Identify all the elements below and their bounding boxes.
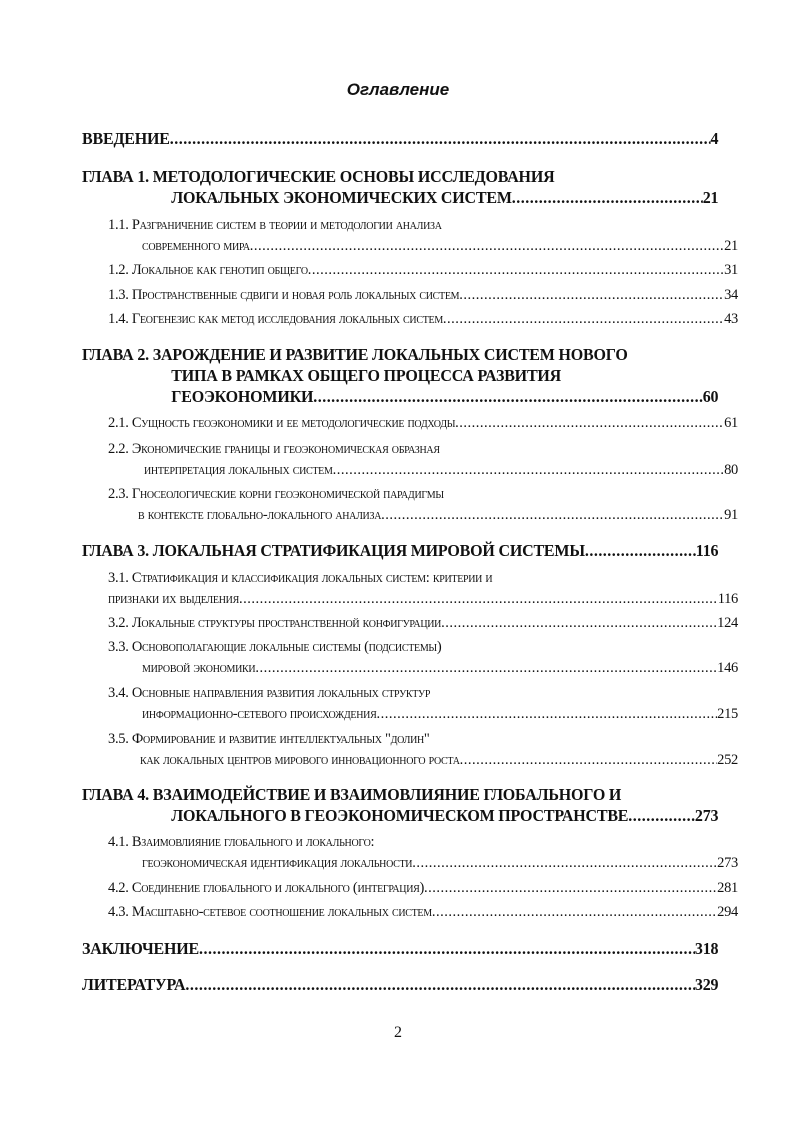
entry-title-line: 2.3. Гносеологические корни геоэкономической парадигмы — [108, 486, 444, 502]
dot-leader — [239, 589, 718, 610]
dot-leader — [376, 704, 717, 725]
page-ref: 215 — [717, 706, 738, 722]
entry-title-line: 1.1. Разграничение систем в теории и методологии анализа — [108, 217, 442, 233]
entry-title-line: 3.2. Локальные структуры пространственной конфигурации — [108, 615, 442, 631]
dot-leader — [455, 413, 724, 434]
entry-title-line: 4.3. Масштабно-сетевое соотношение локальных систем — [108, 904, 432, 920]
toc-section-entry[interactable] — [82, 613, 738, 634]
dot-leader — [170, 128, 711, 149]
entry-title-line: ГЛАВА 2. ЗАРОЖДЕНИЕ И РАЗВИТИЕ ЛОКАЛЬНЫХ СИСТЕМ НОВОГО — [82, 345, 628, 364]
dot-leader — [441, 613, 717, 634]
entry-title-line: как локальных центров мирового инновационного роста — [140, 752, 460, 768]
toc-section-entry[interactable] — [82, 413, 738, 434]
entry-title-line: в контексте глобально-локального анализа — [138, 507, 382, 523]
dot-leader — [255, 658, 717, 679]
dot-leader — [585, 540, 696, 561]
entry-title-line: 2.1. Сущность геоэкономики и ее методологические подходы — [108, 415, 456, 431]
page-ref: 80 — [724, 462, 738, 478]
toc-section-entry[interactable] — [82, 683, 738, 725]
toc-section-entry[interactable] — [82, 260, 738, 281]
dot-leader — [333, 460, 725, 481]
entry-title-line: 1.3. Пространственные сдвиги и новая роль локальных систем — [108, 287, 460, 303]
page-ref: 4 — [710, 129, 719, 148]
entry-title-line: ЛОКАЛЬНОГО В ГЕОЭКОНОМИЧЕСКОМ ПРОСТРАНСТВЕ — [171, 806, 629, 825]
dot-leader — [313, 386, 702, 407]
entry-title-line: ГЕОЭКОНОМИКИ — [171, 387, 314, 406]
entry-title-line: признаки их выделения — [108, 591, 239, 607]
page-ref: 21 — [724, 238, 738, 254]
page-ref: 116 — [695, 541, 719, 560]
toc-chapter-entry[interactable] — [82, 784, 718, 826]
entry-title-line: 1.2. Локальное как генотип общего — [108, 262, 308, 278]
dot-leader — [459, 285, 724, 306]
entry-title-line: 3.5. Формирование и развитие интеллектуальных "долин" — [108, 731, 430, 747]
entry-title-line: ГЛАВА 4. ВЗАИМОДЕЙСТВИЕ И ВЗАИМОВЛИЯНИЕ ГЛОБАЛЬНОГО И — [82, 785, 622, 804]
page-ref: 43 — [724, 311, 738, 327]
page-ref: 61 — [724, 415, 738, 431]
dot-leader — [424, 878, 717, 899]
dot-leader — [443, 309, 724, 330]
page-ref: 294 — [717, 904, 738, 920]
entry-title-line: ТИПА В РАМКАХ ОБЩЕГО ПРОЦЕССА РАЗВИТИЯ — [171, 366, 562, 385]
toc-section-entry[interactable] — [82, 729, 738, 771]
dot-leader — [412, 853, 717, 874]
toc-section-entry[interactable] — [82, 832, 738, 874]
entry-title-line: ВВЕДЕНИЕ — [82, 129, 170, 148]
dot-leader — [432, 902, 717, 923]
toc-section-entry[interactable] — [82, 878, 738, 899]
entry-title-line: интерпретация локальных систем — [144, 462, 333, 478]
entry-title-line: 3.4. Основные направления развития локальных структур — [108, 685, 431, 701]
toc-section-entry[interactable] — [82, 309, 738, 330]
toc-section-entry[interactable] — [82, 568, 738, 610]
toc-section-entry[interactable] — [82, 439, 738, 481]
page-ref: 34 — [724, 287, 738, 303]
entry-title-line: современного мира — [142, 238, 250, 254]
page-ref: 273 — [694, 806, 719, 825]
page-ref: 31 — [724, 262, 738, 278]
toc-section-entry[interactable] — [82, 215, 738, 257]
dot-leader — [308, 260, 724, 281]
page-ref: 146 — [717, 660, 738, 676]
page-ref: 60 — [702, 387, 719, 406]
toc-chapter-entry[interactable] — [82, 166, 718, 208]
entry-title-line: 3.3. Основополагающие локальные системы (подсистемы) — [108, 639, 442, 655]
page-ref: 116 — [717, 591, 738, 607]
entry-title-line: ГЛАВА 1. МЕТОДОЛОГИЧЕСКИЕ ОСНОВЫ ИССЛЕДОВАНИЯ — [82, 167, 555, 186]
toc-section-entry[interactable] — [82, 285, 738, 306]
entry-title-line: 4.2. Соединение глобального и локального (интеграция) — [108, 880, 425, 896]
page-ref: 21 — [702, 188, 719, 207]
entry-title-line: 1.4. Геогенезис как метод исследования локальных систем — [108, 311, 443, 327]
toc-chapter-entry[interactable] — [82, 974, 718, 995]
entry-title-line: ЛОКАЛЬНЫХ ЭКОНОМИЧЕСКИХ СИСТЕМ — [171, 188, 512, 207]
entry-title-line: геоэкономическая идентификация локальности — [142, 855, 413, 871]
page-ref: 91 — [724, 507, 738, 523]
dot-leader — [381, 505, 724, 526]
page-number: 2 — [394, 1024, 402, 1041]
dot-leader — [250, 236, 724, 257]
toc-section-entry[interactable] — [82, 484, 738, 526]
dot-leader — [512, 187, 703, 208]
entry-title-line: ЗАКЛЮЧЕНИЕ — [82, 939, 200, 958]
toc-chapter-entry[interactable] — [82, 128, 718, 149]
page-title: Оглавление — [346, 80, 450, 99]
page-ref: 273 — [717, 855, 738, 871]
page-ref: 329 — [694, 975, 719, 994]
dot-leader — [185, 974, 695, 995]
entry-title-line: 4.1. Взаимовлияние глобального и локального: — [108, 834, 375, 850]
toc-chapter-entry[interactable] — [82, 938, 718, 959]
page-ref: 281 — [717, 880, 738, 896]
toc-chapter-entry[interactable] — [82, 344, 718, 407]
entry-title-line: мировой экономики — [142, 660, 256, 676]
page-ref: 252 — [717, 752, 738, 768]
page-ref: 318 — [694, 939, 719, 958]
entry-title-line: ГЛАВА 3. ЛОКАЛЬНАЯ СТРАТИФИКАЦИЯ МИРОВОЙ СИСТЕМЫ — [82, 541, 585, 560]
entry-title-line: информационно-сетевого происхождения — [142, 706, 377, 722]
toc-section-entry[interactable] — [82, 902, 738, 923]
dot-leader — [460, 750, 718, 771]
page-ref: 124 — [717, 615, 738, 631]
entry-title-line: ЛИТЕРАТУРА — [82, 975, 186, 994]
dot-leader — [628, 805, 695, 826]
dot-leader — [199, 938, 695, 959]
entry-title-line: 2.2. Экономические границы и геоэкономическая образная — [108, 441, 440, 457]
toc-section-entry[interactable] — [82, 637, 738, 679]
entry-title-line: 3.1. Стратификация и классификация локальных систем: критерии и — [108, 570, 493, 586]
toc-chapter-entry[interactable] — [82, 540, 718, 561]
